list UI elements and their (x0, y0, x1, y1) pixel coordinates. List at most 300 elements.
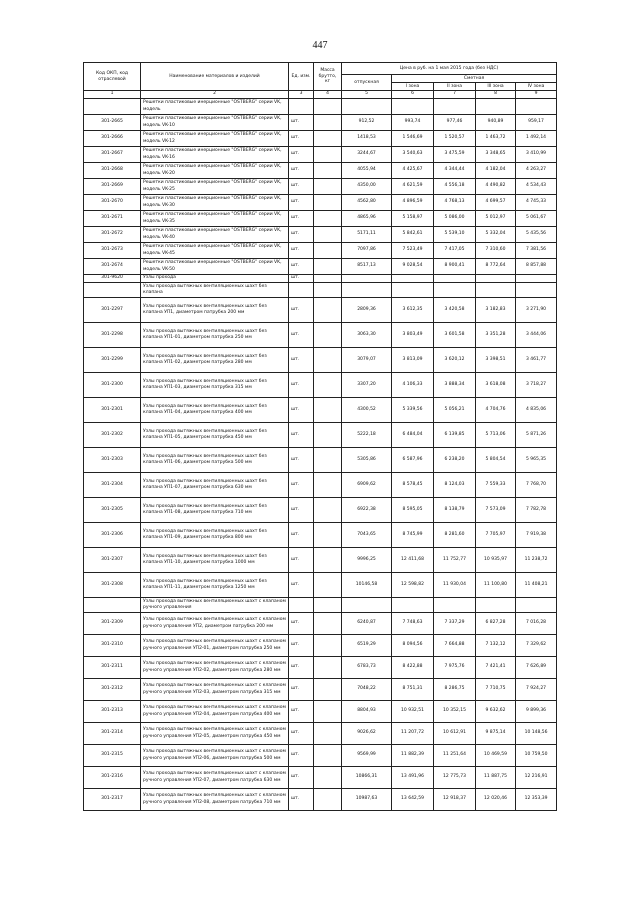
item-code: 301-9620 (84, 275, 141, 283)
item-mass (314, 259, 342, 275)
item-unit: шт. (289, 767, 314, 789)
item-name: Решетки пластиковые инерционные "OSTBERG" серии VK, модель VK-10 (141, 115, 289, 131)
price-zone-4: 7 919,38 (516, 523, 557, 548)
item-code: 301-2305 (84, 498, 141, 523)
item-code: 301-2310 (84, 635, 141, 657)
price-zone-3: 3 182,83 (476, 298, 516, 323)
price-zone-1: 993,74 (392, 115, 434, 131)
item-unit: шт. (289, 323, 314, 348)
item-mass (314, 679, 342, 701)
table-row (84, 259, 557, 275)
item-unit: шт. (289, 701, 314, 723)
item-name: Узлы прохода вытяжных вентиляционных шахт без клапана УП1-06, диаметром патрубка 500 мм (141, 448, 289, 473)
price-zone-1: 8 751,31 (392, 679, 434, 701)
release-price: 7043,65 (342, 523, 392, 548)
price-zone-2: 6 238,20 (434, 448, 476, 473)
price-zone-4: 10 148,56 (516, 723, 557, 745)
item-name: Узлы прохода вытяжных вентиляционных шахт без клапана УП1-01, диаметром патрубка 250 мм (141, 323, 289, 348)
price-zone-3: 4 699,57 (476, 195, 516, 211)
item-mass (314, 115, 342, 131)
item-code: 301-2316 (84, 767, 141, 789)
price-zone-1: 8 578,45 (392, 473, 434, 498)
item-name: Узлы прохода вытяжных вентиляционных шахт без клапана УП1, диаметром патрубка 200 мм (141, 298, 289, 323)
table-row (84, 275, 557, 283)
item-mass (314, 323, 342, 348)
release-price: 2809,36 (342, 298, 392, 323)
column-number: 8 (476, 91, 516, 99)
price-zone-1: 3 540,63 (392, 147, 434, 163)
item-unit (289, 99, 314, 115)
price-zone-3: 4 182,04 (476, 163, 516, 179)
item-mass (314, 275, 342, 283)
table-row (84, 348, 557, 373)
item-name: Решетки пластиковые инерционные "OSTBERG" серии VK, модель VK-12 (141, 131, 289, 147)
table-row (84, 613, 557, 635)
price-zone-4: 7 924,27 (516, 679, 557, 701)
item-name: Узлы прохода вытяжных вентиляционных шахт с клапаном ручного управления УП2-04, диаметром патрубка 400 мм (141, 701, 289, 723)
release-price: 5222,18 (342, 423, 392, 448)
header-unit: Ед. изм. (289, 63, 314, 91)
price-zone-4: 7 782,78 (516, 498, 557, 523)
item-code: 301-2307 (84, 548, 141, 573)
item-code (84, 598, 141, 613)
price-zone-3: 7 132,12 (476, 635, 516, 657)
release-price: 7048,22 (342, 679, 392, 701)
table-row (84, 745, 557, 767)
release-price: 6519,29 (342, 635, 392, 657)
price-zone-1: 13 491,96 (392, 767, 434, 789)
item-code: 301-2300 (84, 373, 141, 398)
header-name: Наименование материалов и изделий (141, 63, 289, 91)
price-zone-2: 8 286,75 (434, 679, 476, 701)
item-mass (314, 163, 342, 179)
price-zone-2: 5 086,00 (434, 211, 476, 227)
price-zone-2: 7 417,05 (434, 243, 476, 259)
price-zone-4: 3 444,06 (516, 323, 557, 348)
item-name: Узлы прохода (141, 275, 289, 283)
item-name: Узлы прохода вытяжных вентиляционных шахт без клапана УП1-08, диаметром патрубка 710 мм (141, 498, 289, 523)
item-mass (314, 701, 342, 723)
price-zone-1: 5 842,61 (392, 227, 434, 243)
price-zone-2: 12 918,37 (434, 789, 476, 811)
price-zone-2: 1 520,57 (434, 131, 476, 147)
price-zone-1: 7 748,63 (392, 613, 434, 635)
price-zone-3: 9 875,14 (476, 723, 516, 745)
table-row (84, 179, 557, 195)
price-zone-1: 5 339,56 (392, 398, 434, 423)
item-name: Решетки пластиковые инерционные "OSTBERG" серии VK, модель VK-30 (141, 195, 289, 211)
price-zone-2 (434, 99, 476, 115)
price-zone-4: 7 768,70 (516, 473, 557, 498)
release-price: 3244,67 (342, 147, 392, 163)
price-zone-4: 5 061,67 (516, 211, 557, 227)
price-zone-2: 3 475,59 (434, 147, 476, 163)
item-name: Узлы прохода вытяжных вентиляционных шахт без клапана УП1-02, диаметром патрубка 280 мм (141, 348, 289, 373)
item-mass (314, 348, 342, 373)
table-row (84, 573, 557, 598)
item-code: 301-2299 (84, 348, 141, 373)
price-zone-4: 1 492,14 (516, 131, 557, 147)
table-row (84, 789, 557, 811)
header-zone-4: IV зона (516, 83, 557, 91)
release-price: 9996,25 (342, 548, 392, 573)
item-unit: шт. (289, 243, 314, 259)
item-name: Узлы прохода вытяжных вентиляционных шахт без клапана УП1-03, диаметром патрубка 315 мм (141, 373, 289, 398)
price-zone-4: 4 263,27 (516, 163, 557, 179)
release-price: 9026,62 (342, 723, 392, 745)
price-zone-4: 10 759,50 (516, 745, 557, 767)
table-row (84, 423, 557, 448)
price-zone-1: 8 595,05 (392, 498, 434, 523)
item-unit: шт. (289, 657, 314, 679)
item-code: 301-2672 (84, 227, 141, 243)
price-zone-1: 8 422,88 (392, 657, 434, 679)
release-price: 6909,62 (342, 473, 392, 498)
table-row (84, 195, 557, 211)
release-price (342, 99, 392, 115)
price-zone-2: 10 352,15 (434, 701, 476, 723)
header-price: Цена в руб. на 1 мая 2015 года (без НДС) (342, 63, 557, 75)
item-code: 301-2674 (84, 259, 141, 275)
price-zone-1: 9 028,54 (392, 259, 434, 275)
item-unit: шт. (289, 635, 314, 657)
price-zone-1 (392, 99, 434, 115)
release-price: 5171,11 (342, 227, 392, 243)
table-row (84, 635, 557, 657)
item-code: 301-2671 (84, 211, 141, 227)
table-row (84, 147, 557, 163)
item-code: 301-2666 (84, 131, 141, 147)
price-zone-3: 5 713,06 (476, 423, 516, 448)
item-mass (314, 657, 342, 679)
item-code: 301-2309 (84, 613, 141, 635)
price-zone-4: 7 016,28 (516, 613, 557, 635)
column-number: 9 (516, 91, 557, 99)
table-row (84, 115, 557, 131)
item-name: Узлы прохода вытяжных вентиляционных шахт без клапана УП1-09, диаметром патрубка 800 мм (141, 523, 289, 548)
release-price: 3307,20 (342, 373, 392, 398)
price-zone-3: 11 887,75 (476, 767, 516, 789)
release-price: 8804,93 (342, 701, 392, 723)
item-name: Узлы прохода вытяжных вентиляционных шахт с клапаном ручного управления УП2-05, диаметром патрубка 450 мм (141, 723, 289, 745)
item-name: Решетки пластиковые инерционные "OSTBERG" серии VK, модель VK-16 (141, 147, 289, 163)
table-row (84, 657, 557, 679)
price-zone-4: 9 899,36 (516, 701, 557, 723)
item-mass (314, 745, 342, 767)
item-unit (289, 283, 314, 298)
item-code: 301-2308 (84, 573, 141, 598)
price-table (83, 62, 557, 811)
table-row (84, 131, 557, 147)
item-code (84, 99, 141, 115)
price-zone-1: 8 094,56 (392, 635, 434, 657)
item-mass (314, 613, 342, 635)
price-zone-3: 3 348,65 (476, 147, 516, 163)
release-price: 9569,99 (342, 745, 392, 767)
price-zone-3: 7 310,60 (476, 243, 516, 259)
release-price: 10987,63 (342, 789, 392, 811)
release-price: 3079,07 (342, 348, 392, 373)
price-zone-1: 11 207,72 (392, 723, 434, 745)
price-zone-3: 5 012,97 (476, 211, 516, 227)
price-zone-4 (516, 99, 557, 115)
item-mass (314, 598, 342, 613)
item-mass (314, 523, 342, 548)
price-zone-2 (434, 598, 476, 613)
price-zone-2: 5 539,10 (434, 227, 476, 243)
item-unit: шт. (289, 473, 314, 498)
release-price: 4055,94 (342, 163, 392, 179)
item-code: 301-2301 (84, 398, 141, 423)
release-price (342, 275, 392, 283)
price-zone-1: 12 411,68 (392, 548, 434, 573)
price-zone-2: 8 900,41 (434, 259, 476, 275)
price-zone-1: 6 587,96 (392, 448, 434, 473)
item-unit: шт. (289, 163, 314, 179)
price-zone-3: 7 421,41 (476, 657, 516, 679)
release-price: 6922,38 (342, 498, 392, 523)
column-number-row (84, 91, 557, 99)
item-name: Узлы прохода вытяжных вентиляционных шахт с клапаном ручного управления (141, 598, 289, 613)
item-unit: шт. (289, 398, 314, 423)
item-name: Решетки пластиковые инерционные "OSTBERG" серии VK, модель VK-25 (141, 179, 289, 195)
item-code: 301-2304 (84, 473, 141, 498)
item-code: 301-2302 (84, 423, 141, 448)
price-zone-4: 8 857,88 (516, 259, 557, 275)
price-zone-1 (392, 598, 434, 613)
release-price: 3063,30 (342, 323, 392, 348)
price-zone-3 (476, 598, 516, 613)
price-zone-4 (516, 275, 557, 283)
price-zone-3: 10 469,59 (476, 745, 516, 767)
item-code: 301-2312 (84, 679, 141, 701)
item-name: Узлы прохода вытяжных вентиляционных шахт с клапаном ручного управления УП2, диаметром патрубка 200 мм (141, 613, 289, 635)
table-row (84, 548, 557, 573)
price-zone-2: 3 420,58 (434, 298, 476, 323)
release-price: 912,52 (342, 115, 392, 131)
price-zone-4: 5 435,56 (516, 227, 557, 243)
table-row (84, 211, 557, 227)
item-mass (314, 147, 342, 163)
item-code: 301-2315 (84, 745, 141, 767)
table-row (84, 448, 557, 473)
item-name: Решетки пластиковые инерционные "OSTBERG" серии VK, модель VK-35 (141, 211, 289, 227)
item-unit (289, 598, 314, 613)
column-number: 1 (84, 91, 141, 99)
item-unit: шт. (289, 298, 314, 323)
price-zone-1: 13 642,59 (392, 789, 434, 811)
release-price: 10146,58 (342, 573, 392, 598)
item-name: Узлы прохода вытяжных вентиляционных шахт без клапана (141, 283, 289, 298)
price-zone-4: 3 718,27 (516, 373, 557, 398)
item-mass (314, 498, 342, 523)
price-zone-4: 11 408,21 (516, 573, 557, 598)
item-unit: шт. (289, 259, 314, 275)
price-zone-1: 10 932,51 (392, 701, 434, 723)
price-zone-2: 5 056,21 (434, 398, 476, 423)
price-zone-3: 7 573,09 (476, 498, 516, 523)
price-zone-2: 7 337,29 (434, 613, 476, 635)
column-number: 4 (314, 91, 342, 99)
item-unit: шт. (289, 498, 314, 523)
price-zone-1: 5 158,97 (392, 211, 434, 227)
item-name: Узлы прохода вытяжных вентиляционных шахт с клапаном ручного управления УП2-08, диаметром патрубка 710 мм (141, 789, 289, 811)
item-code: 301-2313 (84, 701, 141, 723)
price-zone-1: 3 612,35 (392, 298, 434, 323)
price-zone-3: 3 398,51 (476, 348, 516, 373)
release-price: 4562,80 (342, 195, 392, 211)
price-zone-3: 7 705,97 (476, 523, 516, 548)
item-name: Узлы прохода вытяжных вентиляционных шахт без клапана УП1-04, диаметром патрубка 400 мм (141, 398, 289, 423)
item-mass (314, 298, 342, 323)
price-zone-1: 4 425,67 (392, 163, 434, 179)
column-number: 5 (342, 91, 392, 99)
item-mass (314, 767, 342, 789)
item-mass (314, 99, 342, 115)
price-zone-4 (516, 283, 557, 298)
item-unit: шт. (289, 745, 314, 767)
price-zone-1: 7 523,49 (392, 243, 434, 259)
item-mass (314, 473, 342, 498)
header-release: отпускная (342, 75, 392, 91)
price-zone-1 (392, 275, 434, 283)
item-unit: шт. (289, 275, 314, 283)
table-row (84, 679, 557, 701)
release-price (342, 283, 392, 298)
price-zone-4: 5 965,35 (516, 448, 557, 473)
release-price: 1418,53 (342, 131, 392, 147)
price-zone-3: 3 351,28 (476, 323, 516, 348)
price-zone-3: 7 710,75 (476, 679, 516, 701)
table-row (84, 767, 557, 789)
table-row (84, 398, 557, 423)
item-name: Решетки пластиковые инерционные "OSTBERG" серии VK, модель VK-40 (141, 227, 289, 243)
item-unit: шт. (289, 789, 314, 811)
item-name: Узлы прохода вытяжных вентиляционных шахт без клапана УП1-11, диаметром патрубка 1250 мм (141, 573, 289, 598)
item-mass (314, 789, 342, 811)
price-zone-4: 3 271,90 (516, 298, 557, 323)
price-zone-3: 3 618,08 (476, 373, 516, 398)
item-unit: шт. (289, 115, 314, 131)
item-name: Узлы прохода вытяжных вентиляционных шахт с клапаном ручного управления УП2-03, диаметром патрубка 315 мм (141, 679, 289, 701)
release-price: 4350,00 (342, 179, 392, 195)
release-price: 8517,13 (342, 259, 392, 275)
item-code: 301-2667 (84, 147, 141, 163)
price-zone-4: 12 216,91 (516, 767, 557, 789)
item-mass (314, 635, 342, 657)
item-code: 301-2298 (84, 323, 141, 348)
release-price: 7097,86 (342, 243, 392, 259)
item-unit: шт. (289, 179, 314, 195)
item-mass (314, 548, 342, 573)
price-zone-4: 3 461,77 (516, 348, 557, 373)
item-unit: шт. (289, 147, 314, 163)
price-zone-3 (476, 99, 516, 115)
release-price: 6240,87 (342, 613, 392, 635)
item-name: Узлы прохода вытяжных вентиляционных шахт без клапана УП1-10, диаметром патрубка 1000 мм (141, 548, 289, 573)
item-unit: шт. (289, 523, 314, 548)
price-zone-2: 4 556,18 (434, 179, 476, 195)
price-zone-4: 7 381,56 (516, 243, 557, 259)
item-mass (314, 723, 342, 745)
table-row (84, 323, 557, 348)
item-name: Узлы прохода вытяжных вентиляционных шахт с клапаном ручного управления УП2-06, диаметром патрубка 500 мм (141, 745, 289, 767)
header-zone-3: III зона (476, 83, 516, 91)
item-mass (314, 373, 342, 398)
price-zone-3: 6 827,28 (476, 613, 516, 635)
price-zone-4: 12 353,39 (516, 789, 557, 811)
price-zone-2: 11 752,77 (434, 548, 476, 573)
table-row (84, 473, 557, 498)
price-zone-2: 12 775,73 (434, 767, 476, 789)
price-zone-3: 5 804,54 (476, 448, 516, 473)
price-zone-3: 11 100,80 (476, 573, 516, 598)
price-zone-3: 1 463,72 (476, 131, 516, 147)
table-row (84, 723, 557, 745)
price-zone-1: 4 896,59 (392, 195, 434, 211)
price-zone-2: 8 124,03 (434, 473, 476, 498)
item-unit: шт. (289, 723, 314, 745)
table-row (84, 283, 557, 298)
item-unit: шт. (289, 373, 314, 398)
item-code: 301-2668 (84, 163, 141, 179)
price-zone-1 (392, 283, 434, 298)
release-price: 5305,86 (342, 448, 392, 473)
item-mass (314, 398, 342, 423)
item-code: 301-2303 (84, 448, 141, 473)
release-price: 4300,52 (342, 398, 392, 423)
price-zone-2: 11 930,04 (434, 573, 476, 598)
price-zone-4: 7 329,62 (516, 635, 557, 657)
release-price: 4865,96 (342, 211, 392, 227)
price-zone-4: 5 871,26 (516, 423, 557, 448)
item-unit: шт. (289, 227, 314, 243)
price-zone-3: 9 632,62 (476, 701, 516, 723)
item-code: 301-2673 (84, 243, 141, 259)
page-number: 447 (312, 40, 328, 51)
price-zone-3: 5 332,04 (476, 227, 516, 243)
price-zone-4: 4 534,43 (516, 179, 557, 195)
price-zone-3 (476, 283, 516, 298)
table-row (84, 298, 557, 323)
price-zone-1: 6 484,04 (392, 423, 434, 448)
column-number: 7 (434, 91, 476, 99)
table-row (84, 523, 557, 548)
price-zone-2: 6 139,85 (434, 423, 476, 448)
item-code: 301-2311 (84, 657, 141, 679)
item-code (84, 283, 141, 298)
item-name: Решетки пластиковые инерционные "OSTBERG" серии VK, модель VK-20 (141, 163, 289, 179)
item-unit: шт. (289, 573, 314, 598)
price-zone-2: 11 251,64 (434, 745, 476, 767)
price-zone-4: 11 238,72 (516, 548, 557, 573)
price-zone-4: 959,17 (516, 115, 557, 131)
price-zone-1: 3 813,09 (392, 348, 434, 373)
table-row (84, 373, 557, 398)
price-zone-2 (434, 275, 476, 283)
item-name: Узлы прохода вытяжных вентиляционных шахт с клапаном ручного управления УП2-02, диаметром патрубка 280 мм (141, 657, 289, 679)
item-code: 301-2297 (84, 298, 141, 323)
header-zone-1: I зона (392, 83, 434, 91)
price-zone-2: 10 612,91 (434, 723, 476, 745)
price-zone-2: 3 601,58 (434, 323, 476, 348)
price-zone-4: 7 626,89 (516, 657, 557, 679)
item-code: 301-2665 (84, 115, 141, 131)
item-name: Узлы прохода вытяжных вентиляционных шахт с клапаном ручного управления УП2-07, диаметром патрубка 630 мм (141, 767, 289, 789)
price-zone-2: 4 768,13 (434, 195, 476, 211)
item-name: Узлы прохода вытяжных вентиляционных шахт с клапаном ручного управления УП2-01, диаметром патрубка 250 мм (141, 635, 289, 657)
item-unit: шт. (289, 211, 314, 227)
